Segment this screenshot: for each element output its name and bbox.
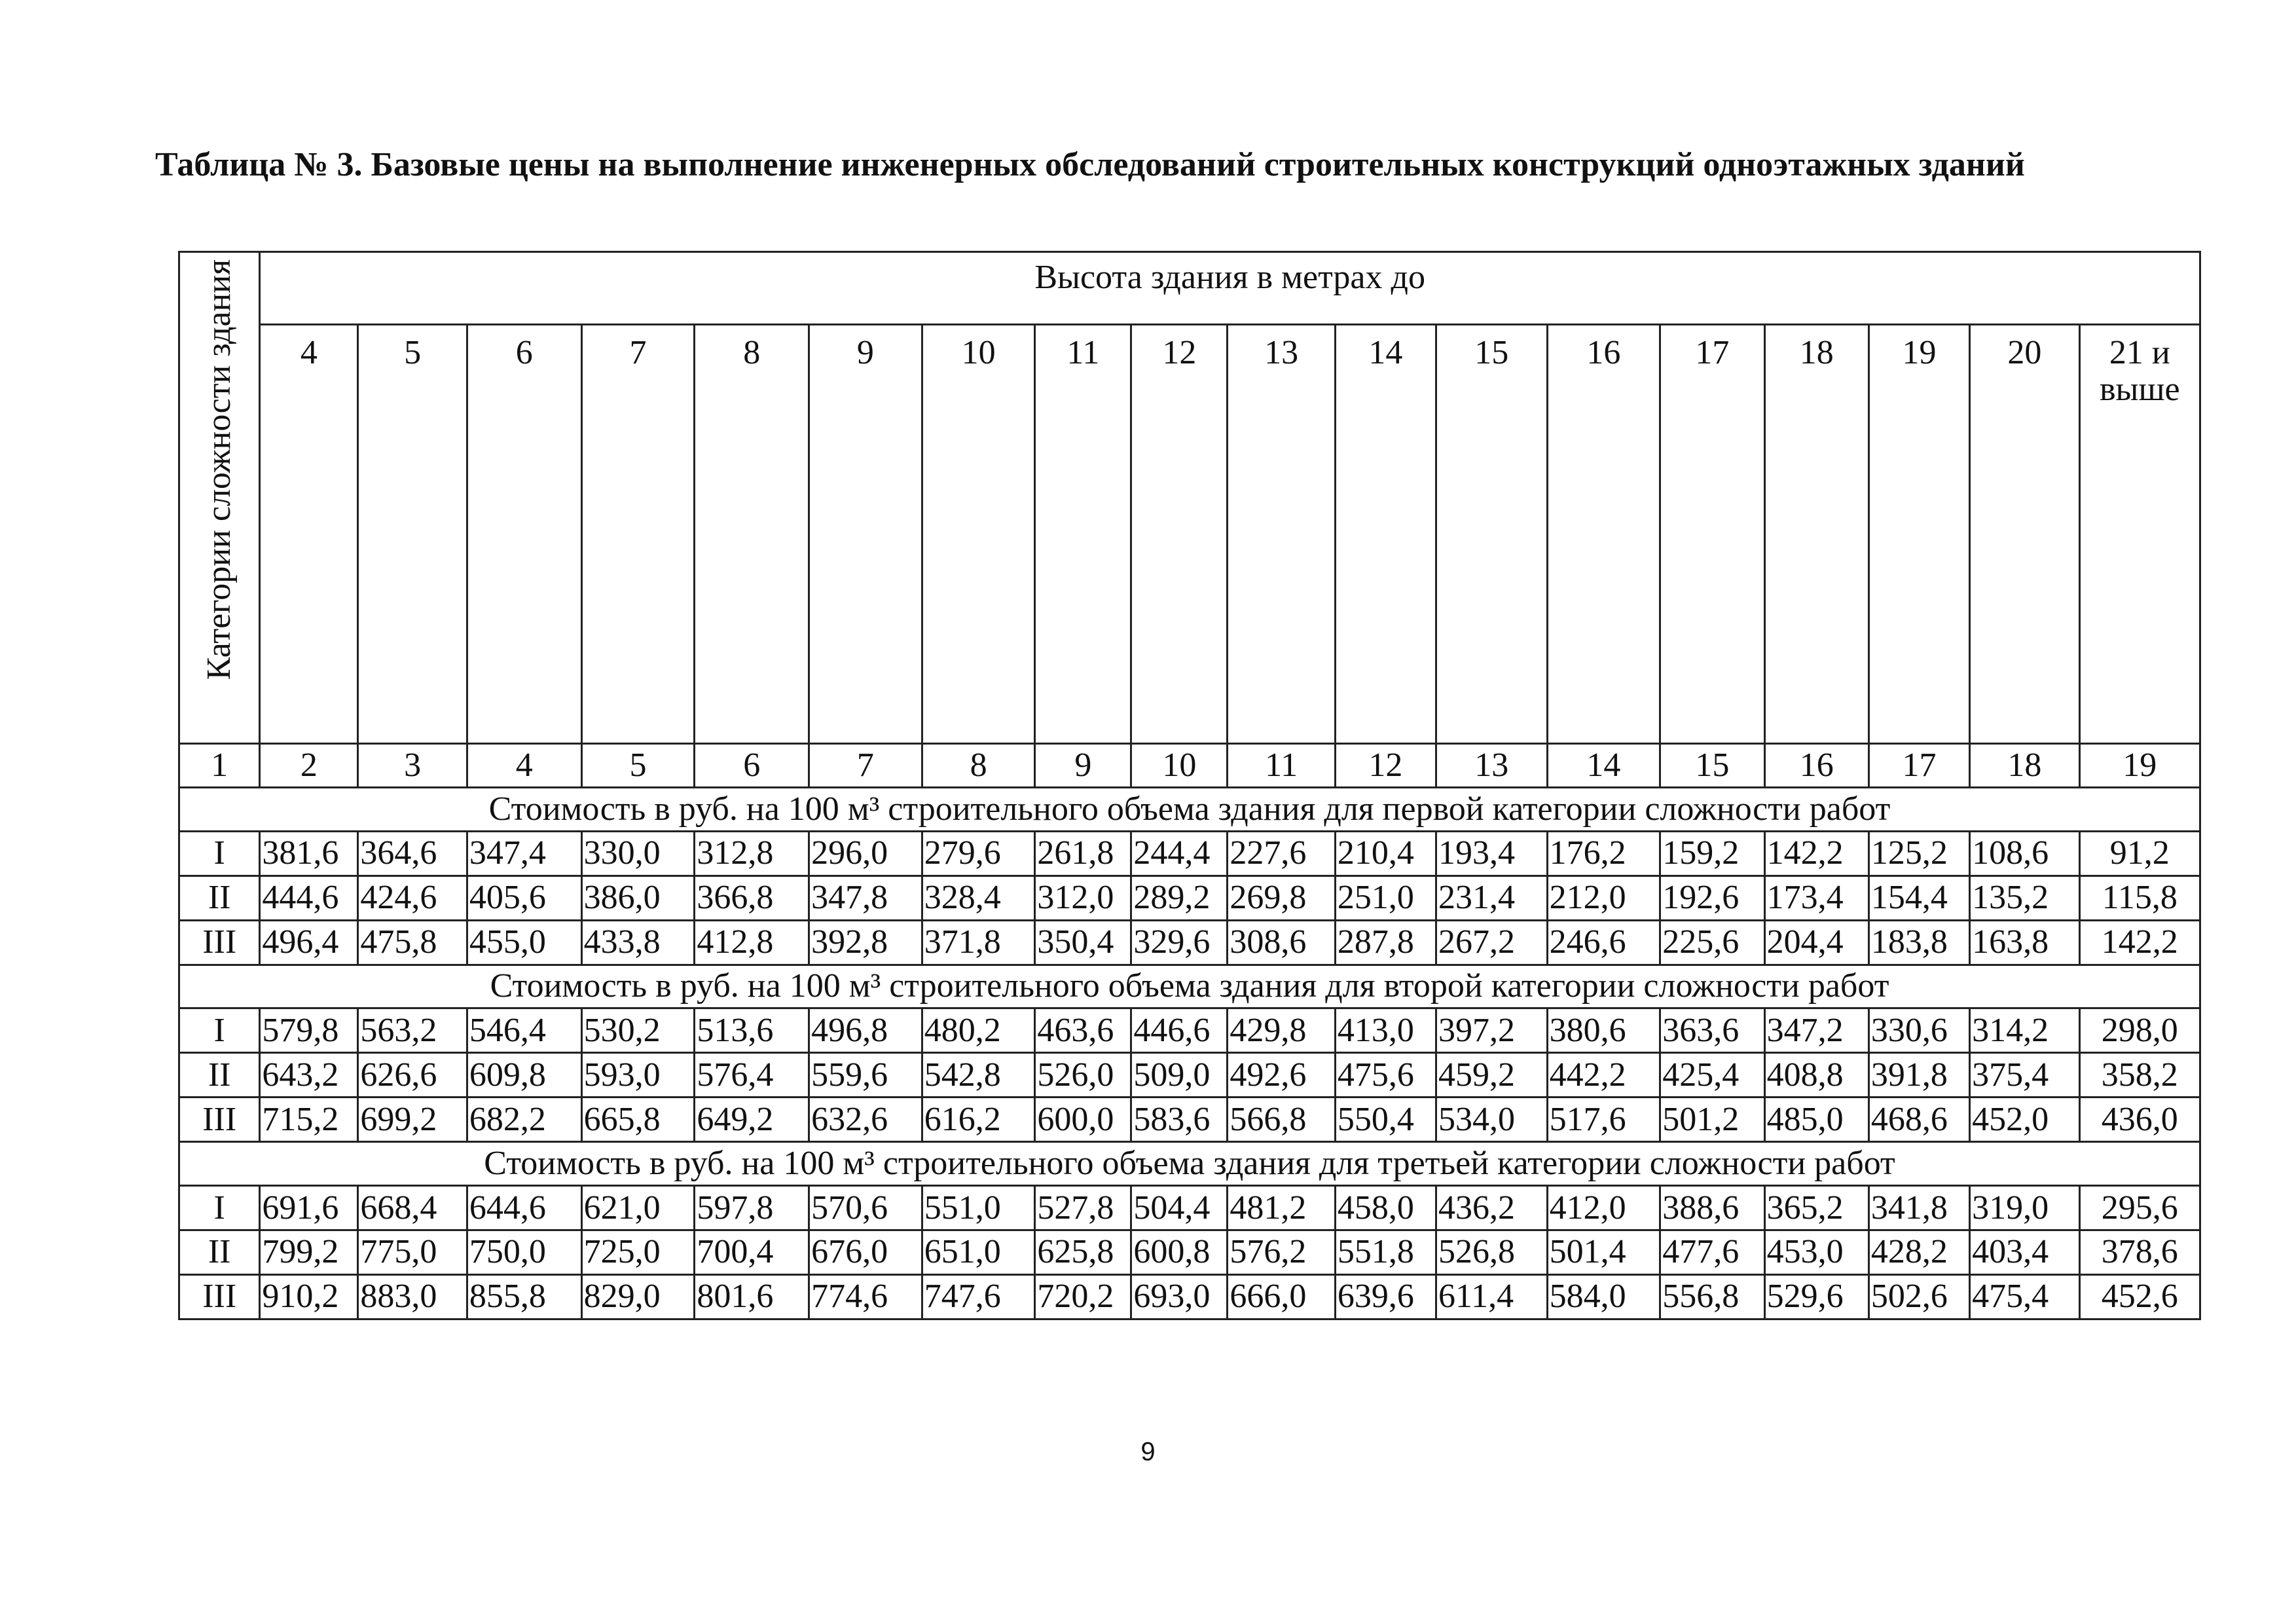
price-cell: 570,6	[809, 1186, 922, 1230]
price-cell: 287,8	[1335, 920, 1436, 965]
price-cell: 526,8	[1436, 1230, 1548, 1275]
price-cell: 429,8	[1228, 1008, 1335, 1053]
price-cell: 412,8	[695, 920, 809, 965]
price-cell: 442,2	[1547, 1053, 1660, 1098]
column-number: 16	[1764, 743, 1868, 787]
price-cell: 910,2	[260, 1274, 358, 1319]
price-cell: 204,4	[1764, 920, 1868, 965]
price-cell: 279,6	[922, 831, 1035, 876]
price-cell: 381,6	[260, 831, 358, 876]
price-cell: 485,0	[1764, 1098, 1868, 1142]
column-number: 4	[467, 743, 581, 787]
row-category: III	[179, 920, 260, 965]
price-cell: 358,2	[2079, 1053, 2200, 1098]
price-cell: 244,4	[1131, 831, 1228, 876]
column-number: 10	[1131, 743, 1228, 787]
column-number: 11	[1228, 743, 1335, 787]
height-value: 15	[1436, 324, 1548, 743]
page-number: 9	[1140, 1437, 1156, 1466]
price-cell: 576,2	[1228, 1230, 1335, 1275]
height-value: 19	[1868, 324, 1969, 743]
price-cell: 251,0	[1335, 876, 1436, 920]
price-cell: 775,0	[358, 1230, 467, 1275]
table-row	[179, 1186, 2200, 1230]
price-cell: 424,6	[358, 876, 467, 920]
price-cell: 551,0	[922, 1186, 1035, 1230]
height-value: 14	[1335, 324, 1436, 743]
price-cell: 693,0	[1131, 1274, 1228, 1319]
price-cell: 193,4	[1436, 831, 1548, 876]
column-number: 6	[695, 743, 809, 787]
table-row	[179, 920, 2200, 965]
price-cell: 501,4	[1547, 1230, 1660, 1275]
price-cell: 566,8	[1228, 1098, 1335, 1142]
row-category: II	[179, 1230, 260, 1275]
price-cell: 452,0	[1970, 1098, 2080, 1142]
price-cell: 513,6	[695, 1008, 809, 1053]
table-row	[179, 1008, 2200, 1053]
price-cell: 501,2	[1660, 1098, 1764, 1142]
price-cell: 295,6	[2079, 1186, 2200, 1230]
price-cell: 453,0	[1764, 1230, 1868, 1275]
section-caption: Стоимость в руб. на 100 м³ строительного объема здания для первой категории сложности работ	[179, 787, 2200, 831]
price-cell: 611,4	[1436, 1274, 1548, 1319]
price-cell: 643,2	[260, 1053, 358, 1098]
column-number: 12	[1335, 743, 1436, 787]
price-cell: 363,6	[1660, 1008, 1764, 1053]
column-number: 18	[1970, 743, 2080, 787]
price-cell: 328,4	[922, 876, 1035, 920]
price-cell: 502,6	[1868, 1274, 1969, 1319]
price-cell: 347,4	[467, 831, 581, 876]
height-value: 7	[581, 324, 695, 743]
row-category: I	[179, 831, 260, 876]
section-caption-row	[179, 1142, 2200, 1186]
column-number: 14	[1547, 743, 1660, 787]
column-number: 19	[2079, 743, 2200, 787]
price-cell: 246,6	[1547, 920, 1660, 965]
price-cell: 135,2	[1970, 876, 2080, 920]
price-cell: 725,0	[581, 1230, 695, 1275]
column-number: 15	[1660, 743, 1764, 787]
price-cell: 296,0	[809, 831, 922, 876]
price-cell: 212,0	[1547, 876, 1660, 920]
height-value: 20	[1970, 324, 2080, 743]
price-cell: 475,8	[358, 920, 467, 965]
price-cell: 192,6	[1660, 876, 1764, 920]
price-cell: 616,2	[922, 1098, 1035, 1142]
table-row	[179, 1274, 2200, 1319]
column-number: 13	[1436, 743, 1548, 787]
table-row	[179, 1053, 2200, 1098]
price-cell: 750,0	[467, 1230, 581, 1275]
price-cell: 319,0	[1970, 1186, 2080, 1230]
price-cell: 801,6	[695, 1274, 809, 1319]
price-cell: 308,6	[1228, 920, 1335, 965]
price-cell: 626,6	[358, 1053, 467, 1098]
table-row	[179, 876, 2200, 920]
row-category: II	[179, 876, 260, 920]
height-value: 10	[922, 324, 1035, 743]
price-cell: 676,0	[809, 1230, 922, 1275]
price-cell: 444,6	[260, 876, 358, 920]
price-cell: 386,0	[581, 876, 695, 920]
price-cell: 403,4	[1970, 1230, 2080, 1275]
price-cell: 593,0	[581, 1053, 695, 1098]
price-cell: 163,8	[1970, 920, 2080, 965]
price-cell: 883,0	[358, 1274, 467, 1319]
price-cell: 799,2	[260, 1230, 358, 1275]
price-cell: 576,4	[695, 1053, 809, 1098]
price-cell: 408,8	[1764, 1053, 1868, 1098]
price-cell: 210,4	[1335, 831, 1436, 876]
price-cell: 412,0	[1547, 1186, 1660, 1230]
price-cell: 527,8	[1035, 1186, 1131, 1230]
column-number: 5	[581, 743, 695, 787]
price-cell: 747,6	[922, 1274, 1035, 1319]
price-cell: 625,8	[1035, 1230, 1131, 1275]
price-cell: 330,0	[581, 831, 695, 876]
price-cell: 475,4	[1970, 1274, 2080, 1319]
price-cell: 452,6	[2079, 1274, 2200, 1319]
price-cell: 600,8	[1131, 1230, 1228, 1275]
price-cell: 579,8	[260, 1008, 358, 1053]
price-cell: 329,6	[1131, 920, 1228, 965]
table-row	[179, 831, 2200, 876]
price-cell: 378,6	[2079, 1230, 2200, 1275]
price-cell: 530,2	[581, 1008, 695, 1053]
price-cell: 433,8	[581, 920, 695, 965]
price-cell: 477,6	[1660, 1230, 1764, 1275]
row-category: I	[179, 1186, 260, 1230]
price-cell: 364,6	[358, 831, 467, 876]
price-cell: 405,6	[467, 876, 581, 920]
price-cell: 375,4	[1970, 1053, 2080, 1098]
row-category: III	[179, 1098, 260, 1142]
row-category: II	[179, 1053, 260, 1098]
height-value: 21 и выше	[2079, 324, 2200, 743]
price-cell: 584,0	[1547, 1274, 1660, 1319]
price-cell: 526,0	[1035, 1053, 1131, 1098]
section-caption: Стоимость в руб. на 100 м³ строительного объема здания для третьей категории сложности работ	[179, 1142, 2200, 1186]
height-header: Высота здания в метрах до	[260, 252, 2200, 325]
price-cell: 159,2	[1660, 831, 1764, 876]
price-cell: 341,8	[1868, 1186, 1969, 1230]
price-cell: 227,6	[1228, 831, 1335, 876]
price-cell: 391,8	[1868, 1053, 1969, 1098]
price-cell: 597,8	[695, 1186, 809, 1230]
price-cell: 413,0	[1335, 1008, 1436, 1053]
price-cell: 261,8	[1035, 831, 1131, 876]
price-cell: 550,4	[1335, 1098, 1436, 1142]
section-caption-row	[179, 787, 2200, 831]
price-cell: 600,0	[1035, 1098, 1131, 1142]
price-cell: 563,2	[358, 1008, 467, 1053]
price-cell: 458,0	[1335, 1186, 1436, 1230]
price-cell: 720,2	[1035, 1274, 1131, 1319]
column-number: 1	[179, 743, 260, 787]
table-row	[179, 1098, 2200, 1142]
price-cell: 330,6	[1868, 1008, 1969, 1053]
price-cell: 546,4	[467, 1008, 581, 1053]
column-number: 17	[1868, 743, 1969, 787]
price-cell: 609,8	[467, 1053, 581, 1098]
price-cell: 551,8	[1335, 1230, 1436, 1275]
price-cell: 142,2	[1764, 831, 1868, 876]
price-cell: 314,2	[1970, 1008, 2080, 1053]
price-cell: 682,2	[467, 1098, 581, 1142]
price-cell: 691,6	[260, 1186, 358, 1230]
price-cell: 556,8	[1660, 1274, 1764, 1319]
column-number: 7	[809, 743, 922, 787]
price-cell: 509,0	[1131, 1053, 1228, 1098]
price-cell: 428,2	[1868, 1230, 1969, 1275]
price-cell: 312,8	[695, 831, 809, 876]
price-cell: 639,6	[1335, 1274, 1436, 1319]
price-cell: 699,2	[358, 1098, 467, 1142]
price-cell: 125,2	[1868, 831, 1969, 876]
price-cell: 621,0	[581, 1186, 695, 1230]
price-cell: 666,0	[1228, 1274, 1335, 1319]
price-cell: 496,4	[260, 920, 358, 965]
price-cell: 269,8	[1228, 876, 1335, 920]
price-cell: 480,2	[922, 1008, 1035, 1053]
price-cell: 668,4	[358, 1186, 467, 1230]
height-value: 9	[809, 324, 922, 743]
price-cell: 504,4	[1131, 1186, 1228, 1230]
price-cell: 289,2	[1131, 876, 1228, 920]
price-cell: 267,2	[1436, 920, 1548, 965]
category-header	[179, 252, 260, 744]
height-value: 6	[467, 324, 581, 743]
price-cell: 142,2	[2079, 920, 2200, 965]
category-header-label: Категории сложности здания	[200, 259, 238, 680]
height-value: 12	[1131, 324, 1228, 743]
price-cell: 517,6	[1547, 1098, 1660, 1142]
price-cell: 183,8	[1868, 920, 1969, 965]
price-cell: 559,6	[809, 1053, 922, 1098]
price-cell: 583,6	[1131, 1098, 1228, 1142]
price-cell: 855,8	[467, 1274, 581, 1319]
price-cell: 425,4	[1660, 1053, 1764, 1098]
price-cell: 173,4	[1764, 876, 1868, 920]
price-cell: 347,2	[1764, 1008, 1868, 1053]
price-cell: 371,8	[922, 920, 1035, 965]
table-title: Таблица № 3. Базовые цены на выполнение инженерных обследований строительных конструкций одноэтажных зданий	[155, 146, 2025, 183]
price-cell: 397,2	[1436, 1008, 1548, 1053]
price-cell: 446,6	[1131, 1008, 1228, 1053]
section-caption-row	[179, 965, 2200, 1008]
column-number: 3	[358, 743, 467, 787]
header-row	[179, 252, 2200, 325]
column-number: 8	[922, 743, 1035, 787]
height-value: 18	[1764, 324, 1868, 743]
price-cell: 529,6	[1764, 1274, 1868, 1319]
price-cell: 829,0	[581, 1274, 695, 1319]
price-cell: 632,6	[809, 1098, 922, 1142]
price-cell: 651,0	[922, 1230, 1035, 1275]
price-cell: 312,0	[1035, 876, 1131, 920]
height-value: 5	[358, 324, 467, 743]
height-value: 11	[1035, 324, 1131, 743]
column-number: 9	[1035, 743, 1131, 787]
price-cell: 468,6	[1868, 1098, 1969, 1142]
price-cell: 380,6	[1547, 1008, 1660, 1053]
price-cell: 644,6	[467, 1186, 581, 1230]
price-cell: 392,8	[809, 920, 922, 965]
price-cell: 459,2	[1436, 1053, 1548, 1098]
height-value: 8	[695, 324, 809, 743]
price-cell: 108,6	[1970, 831, 2080, 876]
height-value: 13	[1228, 324, 1335, 743]
price-cell: 774,6	[809, 1274, 922, 1319]
price-table	[178, 251, 2201, 1320]
price-cell: 455,0	[467, 920, 581, 965]
price-cell: 298,0	[2079, 1008, 2200, 1053]
price-cell: 347,8	[809, 876, 922, 920]
price-cell: 665,8	[581, 1098, 695, 1142]
price-cell: 542,8	[922, 1053, 1035, 1098]
price-cell: 388,6	[1660, 1186, 1764, 1230]
row-category: III	[179, 1274, 260, 1319]
price-cell: 225,6	[1660, 920, 1764, 965]
price-cell: 350,4	[1035, 920, 1131, 965]
column-number: 2	[260, 743, 358, 787]
heights-row	[179, 324, 2200, 743]
price-cell: 154,4	[1868, 876, 1969, 920]
price-cell: 436,0	[2079, 1098, 2200, 1142]
price-cell: 365,2	[1764, 1186, 1868, 1230]
price-cell: 366,8	[695, 876, 809, 920]
price-cell: 176,2	[1547, 831, 1660, 876]
price-cell: 463,6	[1035, 1008, 1131, 1053]
price-cell: 700,4	[695, 1230, 809, 1275]
price-cell: 715,2	[260, 1098, 358, 1142]
price-cell: 492,6	[1228, 1053, 1335, 1098]
height-value: 17	[1660, 324, 1764, 743]
height-value: 4	[260, 324, 358, 743]
column-numbers-row	[179, 743, 2200, 787]
table-row	[179, 1230, 2200, 1275]
row-category: I	[179, 1008, 260, 1053]
price-cell: 534,0	[1436, 1098, 1548, 1142]
section-caption: Стоимость в руб. на 100 м³ строительного объема здания для второй категории сложности работ	[179, 965, 2200, 1008]
price-cell: 91,2	[2079, 831, 2200, 876]
price-cell: 475,6	[1335, 1053, 1436, 1098]
price-cell: 481,2	[1228, 1186, 1335, 1230]
height-value: 16	[1547, 324, 1660, 743]
price-cell: 436,2	[1436, 1186, 1548, 1230]
price-cell: 115,8	[2079, 876, 2200, 920]
price-cell: 649,2	[695, 1098, 809, 1142]
price-cell: 496,8	[809, 1008, 922, 1053]
price-cell: 231,4	[1436, 876, 1548, 920]
